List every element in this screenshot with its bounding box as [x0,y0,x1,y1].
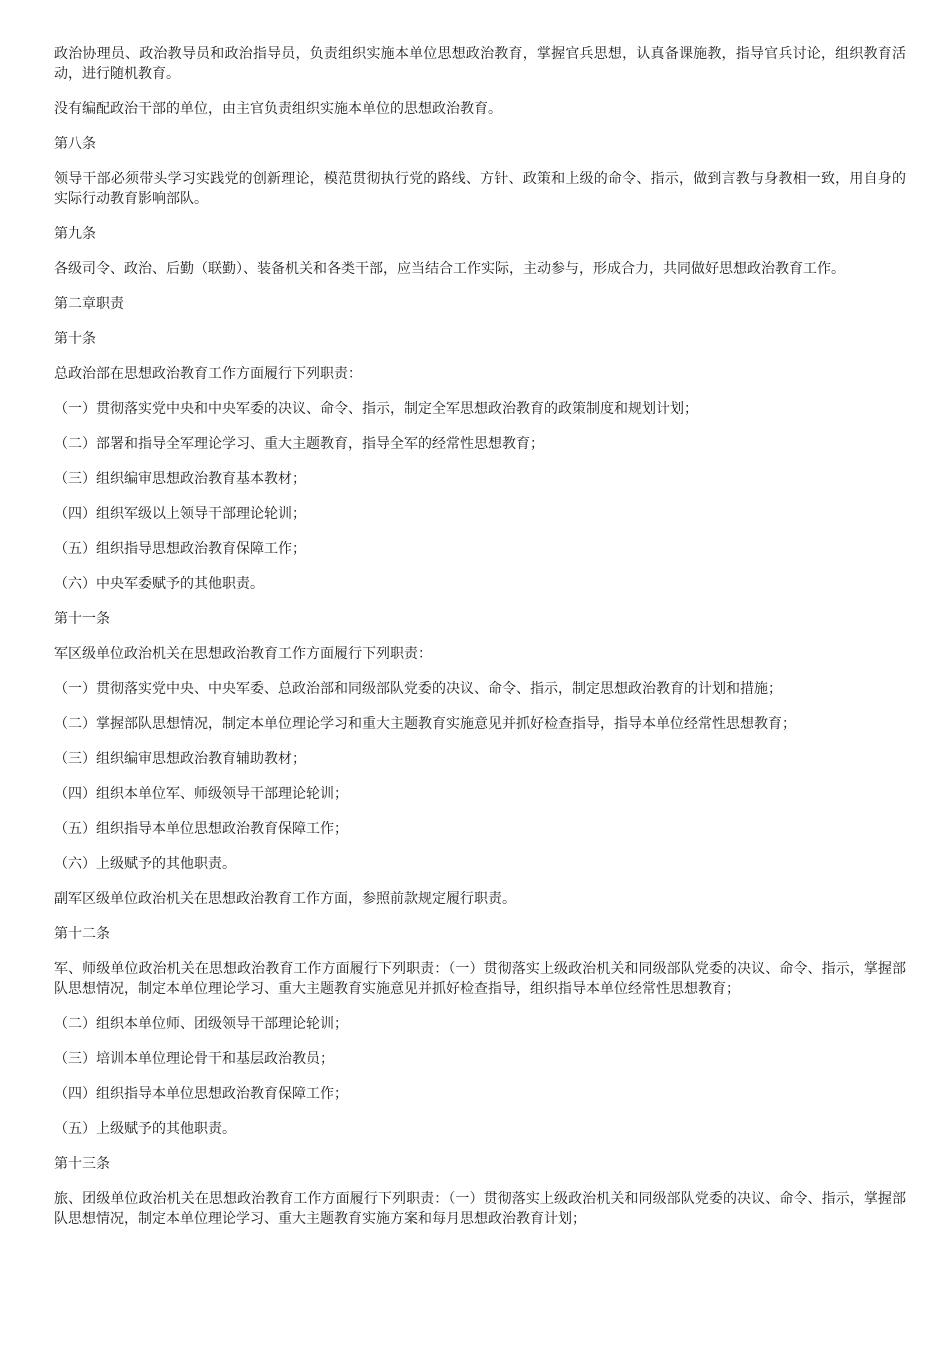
list-item: （六）上级赋予的其他职责。 [54,856,236,872]
list-item: （四）组织指导本单位思想政治教育保障工作； [54,1086,348,1102]
list-item: （二）掌握部队思想情况，制定本单位理论学习和重大主题教育实施意见并抓好检查指导，指导本单位经常性思想教育； [54,716,796,732]
paragraph: 旅、团级单位政治机关在思想政治教育工作方面履行下列职责：（一）贯彻落实上级政治机关和同级部队党委的决议、命令、指示，掌握部队思想情况，制定本单位理论学习、重大主题教育实施方案和每月思想政治教育计划； [54,1191,906,1227]
article-heading: 第十二条 [54,926,110,942]
article-heading: 第九条 [54,226,96,242]
list-item: （二）组织本单位师、团级领导干部理论轮训； [54,1016,348,1032]
paragraph: 军、师级单位政治机关在思想政治教育工作方面履行下列职责：（一）贯彻落实上级政治机关和同级部队党委的决议、命令、指示，掌握部队思想情况，制定本单位理论学习、重大主题教育实施意见并抓好检查指导，组织指导本单位经常性思想教育； [54,961,906,997]
paragraph: 副军区级单位政治机关在思想政治教育工作方面，参照前款规定履行职责。 [54,891,516,907]
list-item: （三）组织编审思想政治教育辅助教材； [54,751,306,767]
list-item: （三）培训本单位理论骨干和基层政治教员； [54,1051,334,1067]
paragraph: 没有编配政治干部的单位，由主官负责组织实施本单位的思想政治教育。 [54,101,502,117]
article-heading: 第十三条 [54,1156,110,1172]
paragraph: 各级司令、政治、后勤（联勤）、装备机关和各类干部，应当结合工作实际，主动参与，形成合力，共同做好思想政治教育工作。 [54,261,845,277]
list-item: （五）组织指导本单位思想政治教育保障工作； [54,821,348,837]
list-item: （一）贯彻落实党中央、中央军委、总政治部和同级部队党委的决议、命令、指示，制定思想政治教育的计划和措施； [54,681,782,697]
document-page [54,44,906,1244]
chapter-heading: 第二章职责 [54,296,124,312]
list-item: （五）组织指导思想政治教育保障工作； [54,541,306,557]
paragraph: 政治协理员、政治教导员和政治指导员，负责组织实施本单位思想政治教育，掌握官兵思想，认真备课施教，指导官兵讨论，组织教育活动，进行随机教育。 [54,46,906,82]
list-item: （二）部署和指导全军理论学习、重大主题教育，指导全军的经常性思想教育； [54,436,544,452]
article-heading: 第十一条 [54,611,110,627]
list-item: （三）组织编审思想政治教育基本教材； [54,471,306,487]
article-heading: 第十条 [54,331,96,347]
list-item: （一）贯彻落实党中央和中央军委的决议、命令、指示，制定全军思想政治教育的政策制度和规划计划； [54,401,698,417]
paragraph: 总政治部在思想政治教育工作方面履行下列职责： [54,366,362,382]
article-heading: 第八条 [54,136,96,152]
list-item: （六）中央军委赋予的其他职责。 [54,576,264,592]
paragraph: 领导干部必须带头学习实践党的创新理论，模范贯彻执行党的路线、方针、政策和上级的命令、指示，做到言教与身教相一致，用自身的实际行动教育影响部队。 [54,171,906,207]
list-item: （五）上级赋予的其他职责。 [54,1121,236,1137]
list-item: （四）组织军级以上领导干部理论轮训； [54,506,306,522]
list-item: （四）组织本单位军、师级领导干部理论轮训； [54,786,348,802]
paragraph: 军区级单位政治机关在思想政治教育工作方面履行下列职责： [54,646,432,662]
